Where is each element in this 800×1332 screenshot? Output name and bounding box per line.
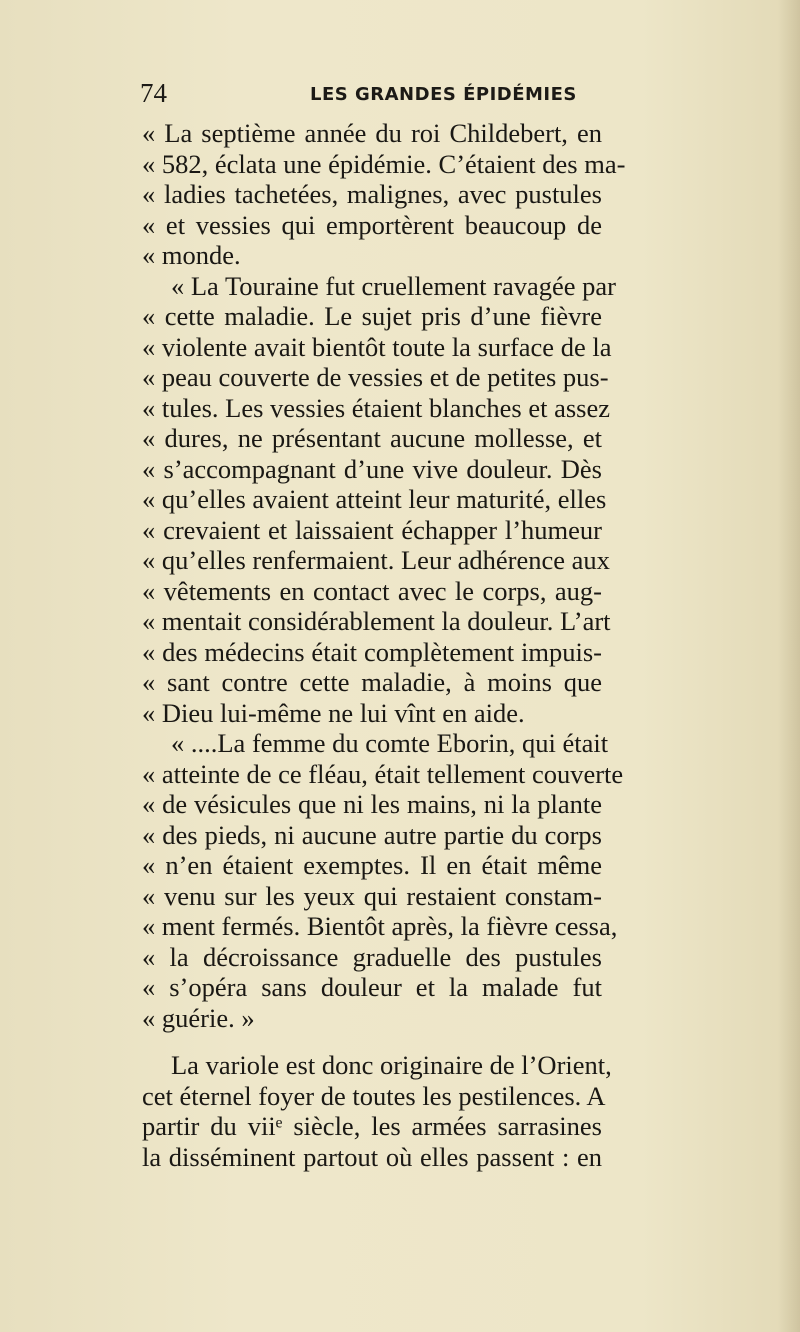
text-line: « ....La femme du comte Eborin, qui était [171, 728, 609, 758]
text-line: « sant contre cette maladie, à moins que [142, 667, 602, 697]
text-line: « vêtements en contact avec le corps, aug- [142, 575, 602, 606]
text-line: « des médecins était complètement impuis- [142, 636, 602, 667]
text-line: « crevaient et laissaient échapper l’humeur [142, 514, 602, 545]
text-line: « mentait considérablement la douleur. L’art [142, 606, 611, 636]
text-line: « peau couverte de vessies et de petites pus- [142, 362, 609, 392]
text-line: « monde. [142, 240, 241, 270]
page-header [140, 78, 592, 118]
paragraph-gap [142, 1033, 602, 1050]
text-line: « guérie. » [142, 1002, 255, 1033]
text-line: La variole est donc originaire de l’Orient, [171, 1050, 612, 1080]
text-line: « dures, ne présentant aucune mollesse, et [142, 423, 602, 453]
text-line: « atteinte de ce fléau, était tellement couverte [142, 758, 624, 789]
text-line: « tules. Les vessies étaient blanches et assez [142, 392, 611, 423]
text-line: « s’accompagnant d’une vive douleur. Dès [142, 453, 602, 484]
text-line: partir du viiᵉ siècle, les armées sarrasines [142, 1111, 602, 1141]
text-line: cet éternel foyer de toutes les pestilences. A [142, 1080, 606, 1111]
text-line: « s’opéra sans douleur et la malade fut [142, 972, 602, 1002]
text-line: « qu’elles avaient atteint leur maturité, elles [142, 484, 607, 514]
text-line: « n’en étaient exemptes. Il en était même [142, 850, 602, 880]
text-line: « qu’elles renfermaient. Leur adhérence aux [142, 545, 610, 575]
text-line: « venu sur les yeux qui restaient constam- [142, 880, 602, 911]
running-head: LES GRANDES ÉPIDÉMIES [310, 84, 577, 105]
page-number: 74 [140, 78, 167, 108]
text-line: « ladies tachetées, malignes, avec pustules [142, 179, 602, 209]
text-line: « La septième année du roi Childebert, en [142, 118, 602, 148]
text-line: « des pieds, ni aucune autre partie du corps [142, 819, 602, 850]
text-line: « la décroissance graduelle des pustules [142, 941, 602, 972]
text-line: « cette maladie. Le sujet pris d’une fièvre [142, 301, 602, 331]
text-line: « ment fermés. Bientôt après, la fièvre cessa, [142, 911, 618, 941]
text-line: « La Touraine fut cruellement ravagée par [171, 270, 616, 301]
page-edge-shadow [778, 0, 800, 1332]
text-line: « de vésicules que ni les mains, ni la plante [142, 789, 602, 819]
body-text [142, 118, 626, 1172]
text-line: « 582, éclata une épidémie. C’étaient des ma- [142, 148, 626, 179]
text-line: la disséminent partout où elles passent : en [142, 1141, 602, 1172]
text-line: « et vessies qui emportèrent beaucoup de [142, 209, 602, 240]
text-line: « violente avait bientôt toute la surface de la [142, 331, 612, 362]
text-line: « Dieu lui-même ne lui vînt en aide. [142, 697, 525, 728]
